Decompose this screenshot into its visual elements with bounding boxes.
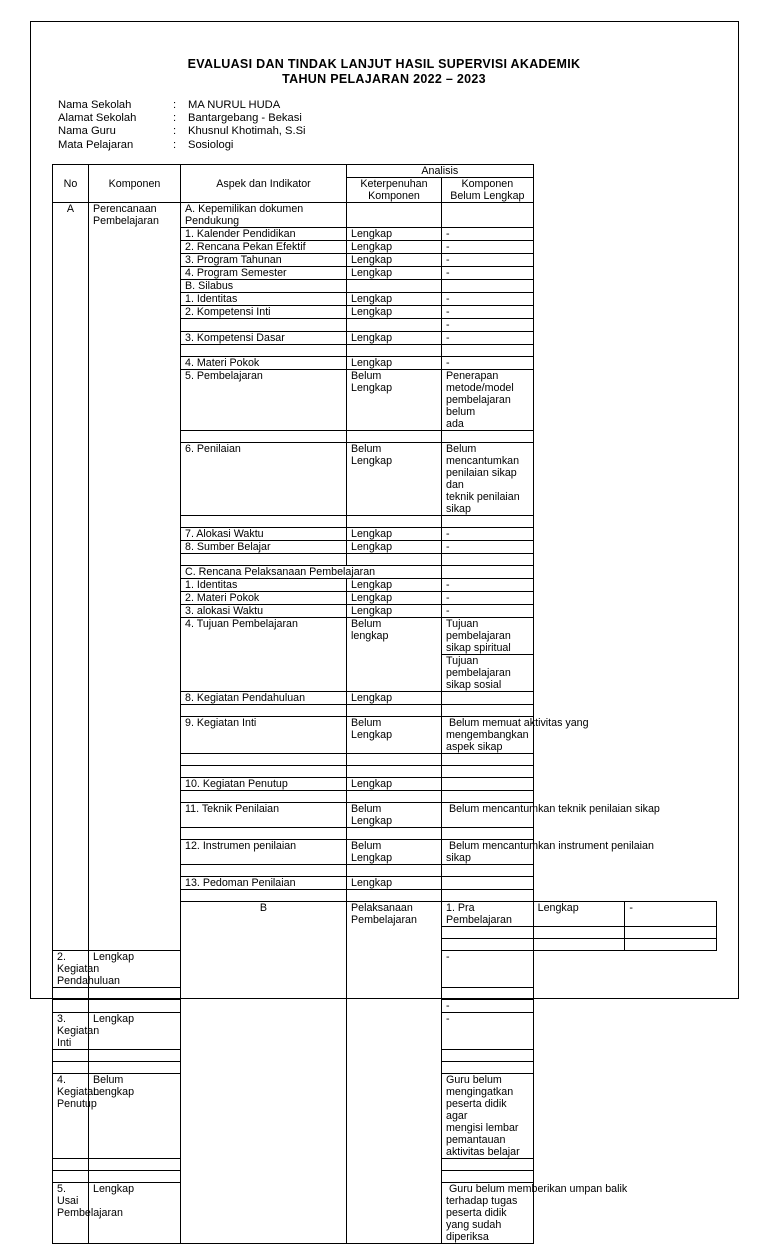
empty-cell: [442, 939, 534, 951]
empty-cell: [442, 1171, 534, 1183]
ket-cell: Lengkap: [89, 1013, 181, 1050]
ket-cell: [347, 803, 442, 828]
ket-cell: Lengkap: [347, 254, 442, 267]
section-a-no: A: [53, 203, 89, 951]
empty-cell: [181, 865, 347, 877]
ket-cell: Lengkap: [347, 528, 442, 541]
ket-line: Lengkap: [351, 382, 393, 394]
empty-cell: [347, 754, 442, 766]
ket-cell: Lengkap: [347, 592, 442, 605]
aspek-cell: 7. Alokasi Waktu: [181, 528, 347, 541]
aspek-cell: 1. Pra Pembelajaran: [442, 902, 534, 927]
empty-cell: [442, 692, 534, 705]
belum-line: Belum mencantumkan instrument penilaian: [446, 840, 654, 852]
belum-cell: -: [442, 1000, 534, 1013]
empty-cell: [181, 431, 347, 443]
belum-cell: [442, 840, 654, 865]
belum-cell: -: [442, 605, 534, 618]
belum-cell: -: [442, 579, 534, 592]
empty-cell: [347, 791, 442, 803]
empty-cell: [181, 754, 347, 766]
empty-cell: [442, 865, 534, 877]
belum-cell: -: [442, 951, 534, 988]
section-b-no: B: [181, 902, 347, 1244]
empty-cell: [442, 877, 534, 890]
ket-line: Belum: [351, 840, 382, 852]
belum-cell: Tujuan pembelajaran sikap spiritual: [442, 618, 534, 655]
empty-cell: [442, 516, 534, 528]
ket-cell: [89, 1074, 181, 1159]
header-aspek: Aspek dan Indikator: [181, 165, 347, 203]
info-row-address: [58, 112, 306, 125]
header-ket-line2: Komponen: [368, 190, 420, 202]
ket-cell: Lengkap: [347, 267, 442, 280]
empty-cell: [347, 345, 442, 357]
info-colon: :: [173, 112, 177, 125]
empty-cell: [181, 791, 347, 803]
belum-line: mengembangkan aspek sikap: [446, 729, 529, 753]
komponen-line1: Pelaksanaan: [351, 902, 413, 914]
empty-cell: [442, 890, 534, 902]
aspek-cell: 2. Materi Pokok: [181, 592, 347, 605]
ket-cell: Lengkap: [347, 228, 442, 241]
ket-cell: Lengkap: [347, 332, 442, 345]
belum-line: sikap: [446, 852, 471, 864]
empty-cell: [442, 988, 534, 1000]
empty-cell: [442, 754, 534, 766]
section-b-komponen: [347, 902, 442, 1244]
info-colon: :: [173, 125, 177, 138]
empty-cell: [53, 1050, 89, 1062]
table-row: [53, 203, 717, 228]
belum-line: ada: [446, 418, 464, 430]
empty-cell: [181, 345, 347, 357]
ket-cell: Lengkap: [347, 877, 442, 890]
aspek-cell: 1. Identitas: [181, 293, 347, 306]
belum-cell: Belum mencantumkan teknik penilaian sikap: [442, 803, 534, 828]
aspek-cell: 2. Kompetensi Inti: [181, 306, 347, 319]
aspek-cell: 2. Kegiatan Pendahuluan: [53, 951, 89, 988]
ket-line: Lengkap: [351, 729, 393, 741]
belum-cell: -: [442, 254, 534, 267]
belum-cell: -: [442, 528, 534, 541]
aspek-cell: 6. Penilaian: [181, 443, 347, 516]
belum-line: Penerapan metode/model pembelajaran belum: [446, 370, 514, 418]
komponen-line2: Pembelajaran: [351, 914, 417, 926]
empty-cell: [442, 1050, 534, 1062]
aspek-cell: 4. Program Semester: [181, 267, 347, 280]
belum-cell: -: [625, 902, 717, 927]
empty-cell: [442, 828, 534, 840]
belum-line: Belum memuat aktivitas yang: [446, 717, 589, 729]
belum-cell: [442, 443, 534, 516]
belum-cell: -: [442, 319, 534, 332]
info-label: Nama Sekolah: [58, 99, 132, 111]
subsection-heading: B. Silabus: [181, 280, 347, 293]
empty-cell: [533, 939, 625, 951]
empty-cell: [347, 319, 442, 332]
empty-cell: [442, 705, 534, 717]
aspek-cell: 2. Rencana Pekan Efektif: [181, 241, 347, 254]
empty-cell: [181, 705, 347, 717]
aspek-cell: 9. Kegiatan Inti: [181, 717, 347, 754]
ket-line: Lengkap: [351, 455, 393, 467]
ket-cell: [347, 443, 442, 516]
empty-cell: [89, 1171, 181, 1183]
info-label: Mata Pelajaran: [58, 138, 134, 151]
empty-cell: [181, 554, 347, 566]
subsection-heading: C. Rencana Pelaksanaan Pembelajaran: [181, 566, 442, 579]
aspek-cell: 13. Pedoman Penilaian: [181, 877, 347, 890]
belum-cell: [442, 1183, 628, 1244]
ket-cell: Lengkap: [89, 1183, 181, 1244]
ket-cell: Lengkap: [347, 541, 442, 554]
header-belum-lengkap: Komponen Belum Lengkap: [442, 178, 534, 203]
ket-cell: Lengkap: [533, 902, 625, 927]
empty-cell: [181, 516, 347, 528]
ket-cell: [347, 618, 442, 692]
empty-cell: [89, 1000, 181, 1013]
info-row-teacher: [58, 125, 306, 138]
info-row-school: [58, 99, 306, 112]
komponen-line1: Perencanaan: [93, 203, 157, 215]
empty-cell: [625, 939, 717, 951]
empty-cell: [181, 890, 347, 902]
ket-line: lengkap: [351, 630, 389, 642]
info-value: MA NURUL HUDA: [188, 99, 281, 111]
aspek-cell: 3. Kompetensi Dasar: [181, 332, 347, 345]
aspek-cell: 4. Tujuan Pembelajaran: [181, 618, 347, 692]
info-value: Bantargebang - Bekasi: [188, 112, 302, 125]
aspek-cell: 5. Usai Pembelajaran: [53, 1183, 89, 1244]
empty-cell: [53, 1000, 89, 1013]
empty-cell: [181, 766, 347, 778]
empty-cell: [53, 1062, 89, 1074]
empty-cell: [442, 927, 534, 939]
info-colon: :: [173, 99, 177, 111]
aspek-cell: 4. Materi Pokok: [181, 357, 347, 370]
section-a-komponen: [89, 203, 181, 951]
aspek-cell: 11. Teknik Penilaian: [181, 803, 347, 828]
empty-cell: [347, 828, 442, 840]
belum-cell: -: [442, 357, 534, 370]
ket-line: Lengkap: [351, 852, 393, 864]
ket-cell: [347, 717, 442, 754]
empty-cell: [442, 778, 534, 791]
ket-cell: Lengkap: [347, 579, 442, 592]
empty-cell: [533, 927, 625, 939]
aspek-cell: 5. Pembelajaran: [181, 370, 347, 431]
empty-cell: [442, 566, 534, 579]
empty-cell: [347, 705, 442, 717]
ket-cell: Lengkap: [347, 241, 442, 254]
aspek-cell: 1. Identitas: [181, 579, 347, 592]
belum-line: Belum mencantumkan penilaian sikap dan: [446, 443, 520, 491]
empty-cell: [442, 345, 534, 357]
aspek-cell: 10. Kegiatan Penutup: [181, 778, 347, 791]
belum-line: diperiksa: [446, 1231, 489, 1243]
belum-cell: [442, 717, 589, 754]
ket-cell: Lengkap: [347, 293, 442, 306]
header-ket-line1: Keterpenuhan: [360, 178, 428, 190]
ket-line: Belum: [351, 717, 382, 729]
header-no: No: [53, 165, 89, 203]
empty-cell: [625, 927, 717, 939]
belum-cell: Tujuan pembelajaran sikap sosial: [442, 655, 534, 692]
ket-line: Belum: [351, 443, 382, 455]
ket-line: Belum: [351, 803, 382, 815]
info-label: Alamat Sekolah: [58, 112, 137, 125]
belum-line: teknik penilaian sikap: [446, 491, 520, 515]
belum-line: mengisi lembar pemantauan aktivitas belajar: [446, 1122, 520, 1158]
empty-cell: [442, 203, 534, 228]
empty-cell: [347, 890, 442, 902]
header-komponen: Komponen: [89, 165, 181, 203]
ket-cell: Lengkap: [347, 605, 442, 618]
empty-cell: [89, 1062, 181, 1074]
subsection-heading: A. Kepemilikan dokumen Pendukung: [181, 203, 347, 228]
ket-cell: Lengkap: [347, 692, 442, 705]
empty-cell: [181, 319, 347, 332]
belum-cell: -: [442, 267, 534, 280]
belum-line: Guru belum memberikan umpan balik: [446, 1183, 628, 1195]
empty-cell: [53, 1171, 89, 1183]
info-colon: :: [173, 138, 177, 151]
empty-cell: [89, 1050, 181, 1062]
empty-cell: [53, 988, 89, 1000]
belum-cell: -: [442, 541, 534, 554]
aspek-cell: 3. alokasi Waktu: [181, 605, 347, 618]
empty-cell: [442, 791, 534, 803]
header-analisis: Analisis: [347, 165, 534, 178]
info-value: Sosiologi: [188, 138, 234, 151]
belum-cell: -: [442, 293, 534, 306]
empty-cell: [442, 554, 534, 566]
empty-cell: [347, 766, 442, 778]
info-value: Khusnul Khotimah, S.Si: [188, 125, 306, 138]
evaluation-table: [52, 164, 717, 1244]
empty-cell: [347, 865, 442, 877]
empty-cell: [442, 1159, 534, 1171]
ket-line: Lengkap: [351, 815, 393, 827]
ket-cell: [347, 840, 442, 865]
belum-cell: [442, 1074, 534, 1159]
ket-cell: Lengkap: [347, 778, 442, 791]
belum-cell: -: [442, 332, 534, 345]
empty-cell: [347, 431, 442, 443]
belum-cell: -: [442, 228, 534, 241]
komponen-line2: Pembelajaran: [93, 215, 159, 227]
empty-cell: [347, 516, 442, 528]
info-label: Nama Guru: [58, 125, 116, 138]
empty-cell: [53, 1159, 89, 1171]
info-row-subject: [58, 139, 306, 152]
empty-cell: [89, 1159, 181, 1171]
ket-line: Belum: [93, 1074, 124, 1086]
empty-cell: [347, 280, 442, 293]
aspek-cell: 12. Instrumen penilaian: [181, 840, 347, 865]
empty-cell: [442, 431, 534, 443]
empty-cell: [347, 554, 442, 566]
school-info: [58, 99, 306, 152]
empty-cell: [442, 1062, 534, 1074]
belum-cell: -: [442, 306, 534, 319]
empty-cell: [442, 280, 534, 293]
ket-cell: Lengkap: [347, 306, 442, 319]
empty-cell: [181, 828, 347, 840]
belum-cell: [442, 370, 534, 431]
aspek-cell: 4. Kegiatan Penutup: [53, 1074, 89, 1159]
ket-cell: [347, 370, 442, 431]
aspek-cell: 1. Kalender Pendidikan: [181, 228, 347, 241]
aspek-cell: 8. Sumber Belajar: [181, 541, 347, 554]
ket-line: Belum: [351, 370, 382, 382]
belum-line: terhadap tugas peserta didik yang sudah: [446, 1195, 518, 1231]
ket-line: Belum: [351, 618, 382, 630]
ket-cell: Lengkap: [89, 951, 181, 988]
aspek-cell: 3. Program Tahunan: [181, 254, 347, 267]
document-title: EVALUASI DAN TINDAK LANJUT HASIL SUPERVISI AKADEMIK: [187, 57, 581, 71]
document-subtitle: TAHUN PELAJARAN 2022 – 2023: [282, 72, 486, 86]
empty-cell: [89, 988, 181, 1000]
belum-cell: -: [442, 241, 534, 254]
aspek-cell: 8. Kegiatan Pendahuluan: [181, 692, 347, 705]
belum-cell: -: [442, 592, 534, 605]
aspek-cell: 3. Kegiatan Inti: [53, 1013, 89, 1050]
ket-cell: Lengkap: [347, 357, 442, 370]
belum-line: Guru belum mengingatkan peserta didik agar: [446, 1074, 514, 1122]
empty-cell: [442, 766, 534, 778]
empty-cell: [347, 203, 442, 228]
belum-cell: -: [442, 1013, 534, 1050]
header-keterpenuhan: [347, 178, 442, 203]
ket-line: Lengkap: [93, 1086, 135, 1098]
